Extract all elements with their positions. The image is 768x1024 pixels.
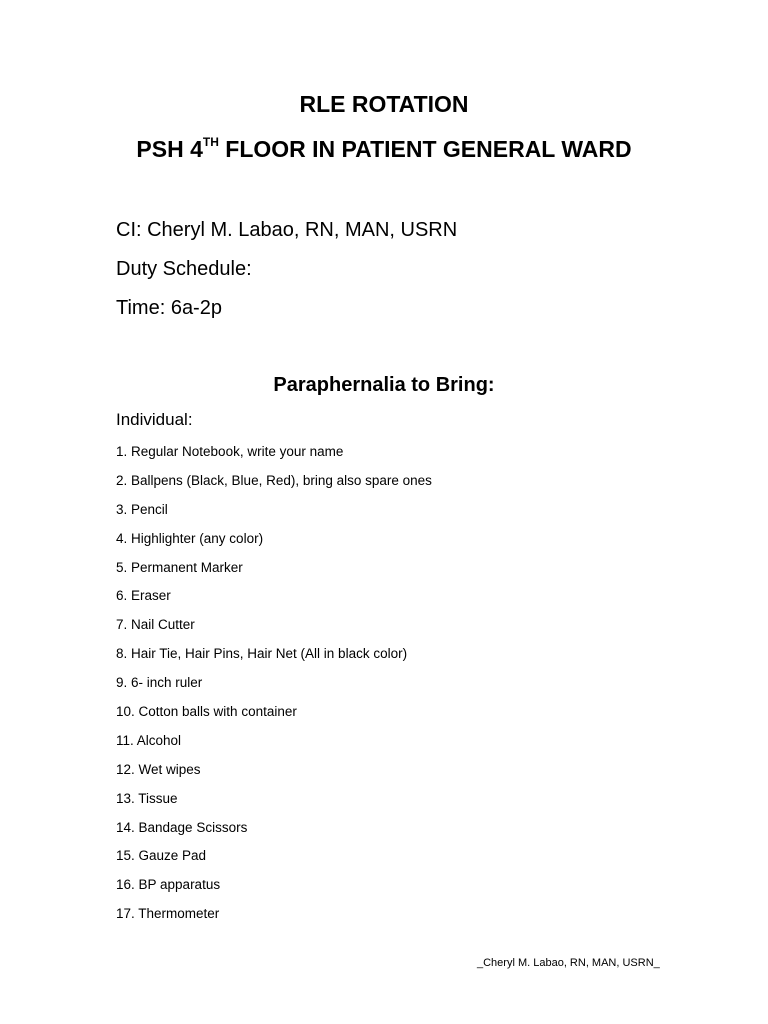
- subtitle-suffix: FLOOR IN PATIENT GENERAL WARD: [218, 136, 632, 162]
- list-item: 6. Eraser: [116, 588, 171, 604]
- individual-label: Individual:: [116, 410, 193, 429]
- clinical-instructor: CI: Cheryl M. Labao, RN, MAN, USRN: [116, 219, 458, 241]
- list-item: 11. Alcohol: [116, 732, 182, 748]
- list-item: 8. Hair Tie, Hair Pins, Hair Net (All in black color): [116, 646, 408, 662]
- document-title: RLE ROTATION: [299, 91, 469, 117]
- list-item: 5. Permanent Marker: [116, 559, 243, 575]
- list-item: 2. Ballpens (Black, Blue, Red), bring also spare ones: [116, 472, 432, 488]
- list-item: 1. Regular Notebook, write your name: [116, 444, 344, 459]
- list-item: 16. BP apparatus: [116, 877, 221, 893]
- list-item: 17. Thermometer: [116, 906, 220, 922]
- paraphernalia-heading: Paraphernalia to Bring:: [273, 374, 495, 396]
- subtitle-superscript: TH: [202, 135, 219, 150]
- list-item: 15. Gauze Pad: [116, 848, 207, 864]
- duty-time: Time: 6a-2p: [116, 297, 222, 319]
- list-item: 10. Cotton balls with container: [116, 704, 297, 720]
- list-item: 3. Pencil: [116, 501, 168, 517]
- paraphernalia-list: [116, 441, 432, 932]
- list-item: 7. Nail Cutter: [116, 617, 195, 633]
- document-subtitle: [0, 135, 768, 163]
- footer-signature: _Cheryl M. Labao, RN, MAN, USRN_: [477, 957, 660, 969]
- subtitle-prefix: PSH 4: [136, 136, 203, 162]
- list-item: 13. Tissue: [116, 790, 178, 806]
- list-item: 14. Bandage Scissors: [116, 819, 248, 835]
- list-item: 4. Highlighter (any color): [116, 530, 264, 546]
- duty-schedule: Duty Schedule:: [116, 258, 252, 280]
- list-item: 12. Wet wipes: [116, 761, 201, 777]
- list-item: 9. 6- inch ruler: [116, 675, 203, 691]
